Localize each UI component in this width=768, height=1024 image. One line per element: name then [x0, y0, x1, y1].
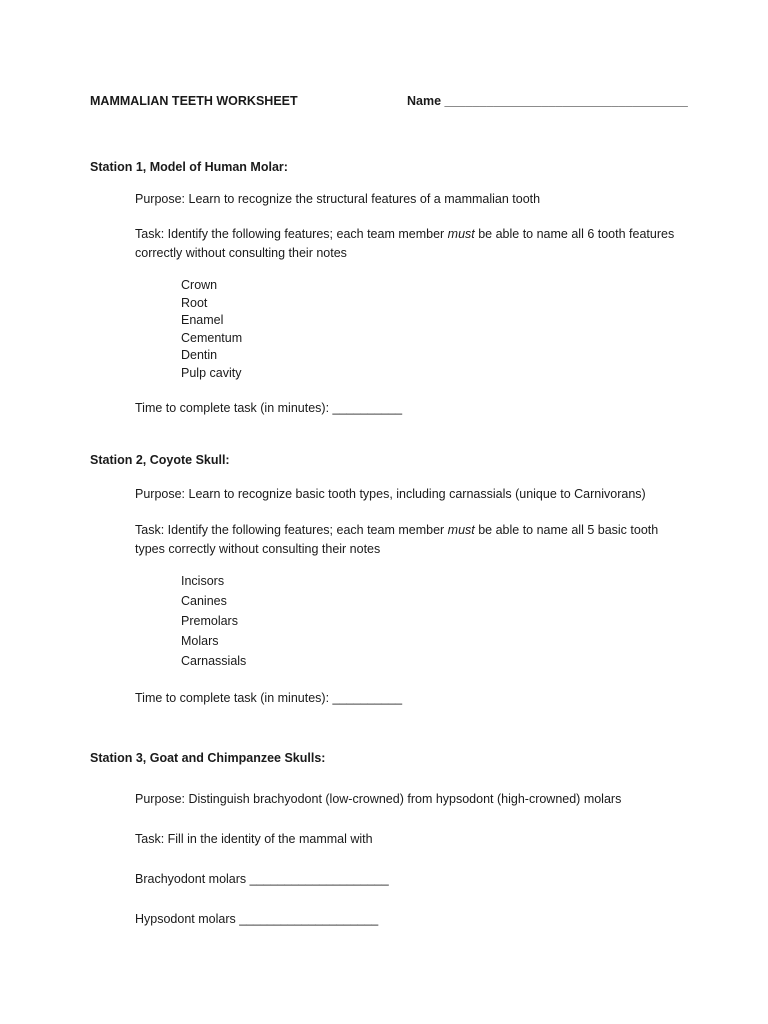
tooth-type-item: Canines	[181, 594, 227, 608]
tooth-type-item: Carnassials	[181, 654, 247, 668]
feature-item: Enamel	[181, 313, 224, 327]
feature-item: Pulp cavity	[181, 366, 242, 380]
station2-task	[135, 521, 680, 559]
station3-heading: Station 3, Goat and Chimpanzee Skulls:	[90, 751, 326, 765]
station2-time: Time to complete task (in minutes): __________	[135, 691, 403, 705]
name-label: Name	[407, 94, 445, 108]
station1-task-post: be able to name all 6 tooth features correctly without consulting their notes	[135, 227, 675, 260]
station3-purpose: Purpose: Distinguish brachyodont (low-crowned) from hypsodont (high-crowned) molars	[135, 792, 622, 806]
station1-purpose: Purpose: Learn to recognize the structural features of a mammalian tooth	[135, 192, 541, 206]
station3-task: Task: Fill in the identity of the mammal with	[135, 832, 373, 846]
station1-task	[135, 225, 680, 263]
feature-item: Dentin	[181, 348, 218, 362]
station1-time: Time to complete task (in minutes): __________	[135, 401, 403, 415]
tooth-type-item: Incisors	[181, 574, 225, 588]
station2-task-emphasis: must	[447, 523, 475, 537]
station1-task-pre: Task: Identify the following features; each team member	[135, 227, 448, 241]
station2-task-pre: Task: Identify the following features; each team member	[135, 523, 448, 537]
station2-task-post: be able to name all 5 basic tooth types correctly without consulting their notes	[135, 523, 659, 556]
name-field	[407, 94, 688, 108]
hypsodont-field: Hypsodont molars ____________________	[135, 912, 379, 926]
station1-heading: Station 1, Model of Human Molar:	[90, 160, 288, 174]
name-blank: ___________________________________	[444, 94, 688, 108]
tooth-type-item: Premolars	[181, 614, 238, 628]
brachyodont-field: Brachyodont molars ____________________	[135, 872, 389, 886]
feature-item: Root	[181, 296, 208, 310]
worksheet-title: MAMMALIAN TEETH WORKSHEET	[90, 94, 298, 108]
feature-item: Cementum	[181, 331, 243, 345]
station2-heading: Station 2, Coyote Skull:	[90, 453, 230, 467]
feature-item: Crown	[181, 278, 218, 292]
station1-task-emphasis: must	[447, 227, 475, 241]
tooth-type-item: Molars	[181, 634, 219, 648]
station2-purpose: Purpose: Learn to recognize basic tooth types, including carnassials (unique to Carnivorans)	[135, 487, 646, 501]
